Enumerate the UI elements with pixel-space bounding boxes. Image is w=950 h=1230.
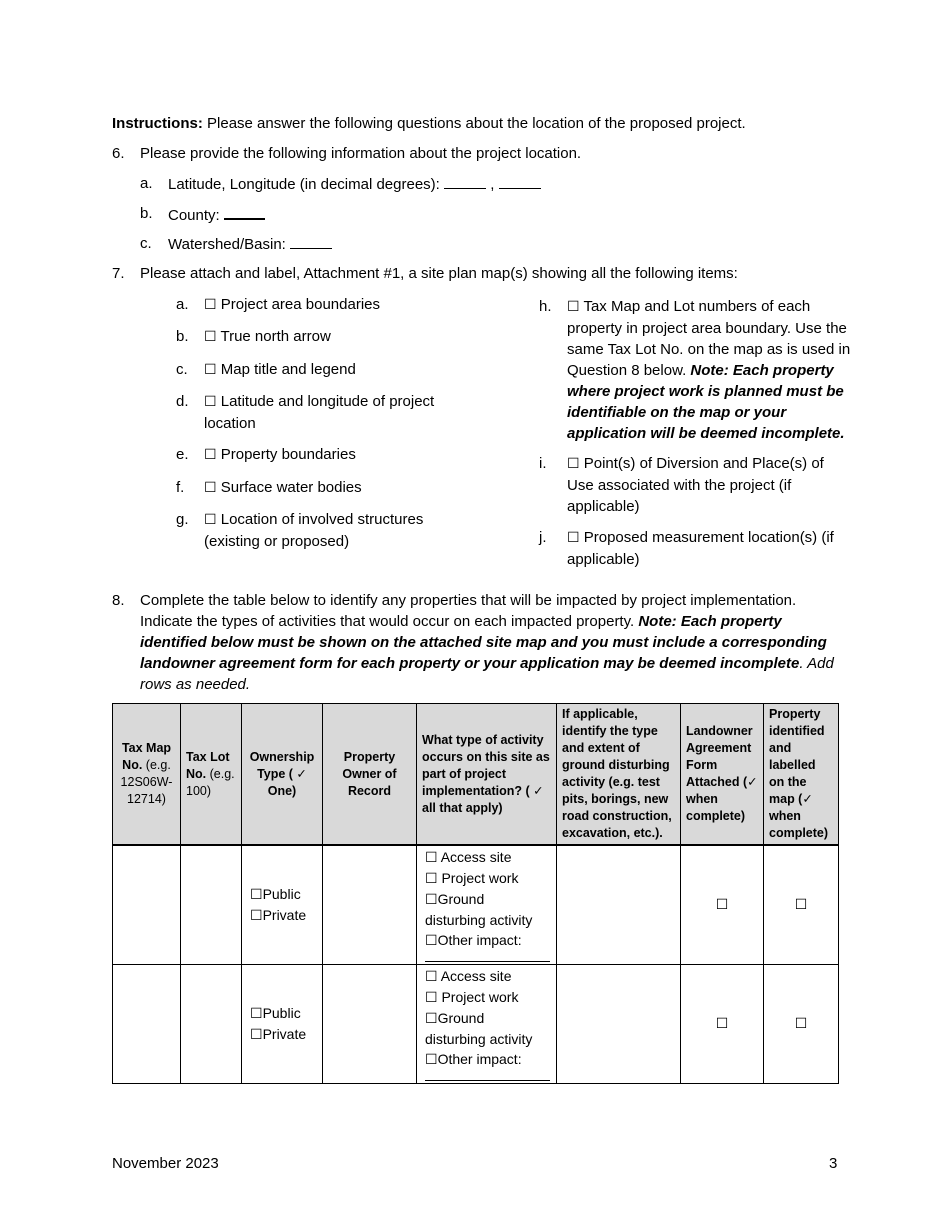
checkbox-icon[interactable]: ☐ (204, 362, 217, 378)
other-impact-input[interactable] (425, 951, 550, 962)
ownership-public[interactable] (250, 1003, 314, 1024)
q8-paragraph (140, 590, 840, 695)
q7c-letter: c. (176, 361, 188, 378)
header-tax-map-bold: Tax Map No. (121, 741, 172, 772)
tax-map-cell[interactable] (113, 845, 181, 964)
instructions (112, 113, 746, 134)
checkbox-icon[interactable]: ☐ (204, 512, 217, 528)
checkbox-icon[interactable]: ☐ (794, 897, 808, 914)
checkbox-icon[interactable]: ☐ (250, 907, 263, 924)
checkbox-icon[interactable]: ☐ (425, 1011, 438, 1027)
checkbox-icon[interactable]: ☐ (204, 394, 217, 410)
header-tax-map (113, 704, 181, 846)
header-map-labelled: Property identified and labelled on the map (✓ when complete) (764, 704, 839, 846)
checkbox-icon[interactable]: ☐ (715, 1016, 729, 1032)
checkbox-icon[interactable]: ☐ (204, 297, 217, 313)
checkbox-icon[interactable]: ☐ (715, 897, 729, 914)
activity-ground-disturbing[interactable] (425, 1008, 548, 1049)
ownership-public-label: Public (262, 1004, 301, 1021)
header-owner: Property Owner of Record (323, 704, 417, 846)
checkbox-icon[interactable]: ☐ (425, 850, 438, 867)
header-tax-map-example: (e.g. 12S06W-12714) (120, 758, 173, 806)
checkbox-icon[interactable]: ☐ (250, 886, 263, 903)
checkbox-icon[interactable]: ☐ (250, 1005, 263, 1022)
q7c-item (204, 359, 474, 381)
q6c-letter: c. (140, 235, 152, 252)
other-impact-input[interactable] (425, 1070, 550, 1081)
activity-other-impact-label: Other impact: (437, 1051, 522, 1067)
q7i-text: Point(s) of Diversion and Place(s) of Use associated with the project (if applicable) (567, 455, 824, 515)
q8-number: 8. (112, 592, 125, 609)
tax-lot-cell[interactable] (181, 964, 242, 1083)
q6b-field (168, 203, 265, 226)
q7g-item (204, 509, 449, 552)
activity-other-impact[interactable] (425, 1049, 548, 1070)
map-labelled-cell (764, 845, 839, 964)
landowner-agreement-cell (681, 845, 764, 964)
checkbox-icon[interactable]: ☐ (794, 1016, 808, 1032)
page-number: 3 (829, 1155, 838, 1172)
q6c-field (168, 233, 332, 255)
activity-cell (417, 845, 557, 964)
q7i-letter: i. (539, 455, 547, 472)
activity-access-site-label: Access site (440, 968, 512, 984)
table-header-row (113, 704, 839, 846)
header-tax-lot (181, 704, 242, 846)
ownership-cell (242, 964, 323, 1083)
q6a-label: Latitude, Longitude (in decimal degrees): (168, 176, 440, 193)
instructions-text: Please answer the following questions about the location of the proposed project. (202, 115, 746, 132)
activity-ground-disturbing-label: Ground disturbing activity (425, 891, 533, 929)
activity-access-site[interactable] (425, 966, 548, 987)
q6a-field (168, 173, 541, 195)
q7h-letter: h. (539, 298, 552, 315)
q6c-label: Watershed/Basin: (168, 236, 286, 253)
longitude-input[interactable] (499, 173, 541, 189)
q7i-item (567, 453, 852, 517)
q7f-item (204, 477, 474, 499)
owner-cell[interactable] (323, 845, 417, 964)
q8-text: Complete the table below to identify any properties that will be impacted by project implementation. Indicate the types of activities that would occur on each impacted property. (140, 592, 797, 630)
checkbox-icon[interactable]: ☐ (567, 299, 580, 315)
q7a-letter: a. (176, 296, 189, 313)
q7d-letter: d. (176, 393, 189, 410)
owner-cell[interactable] (323, 964, 417, 1083)
table-row (113, 964, 839, 1083)
q7a-text: Project area boundaries (220, 296, 380, 313)
q7b-letter: b. (176, 328, 189, 345)
header-ground-disturbing: If applicable, identify the type and extent of ground disturbing activity (e.g. test pits, borings, new road construction, excavation, etc.). (557, 704, 681, 846)
ownership-private[interactable] (250, 1024, 314, 1045)
activity-ground-disturbing-label: Ground disturbing activity (425, 1010, 533, 1047)
latitude-input[interactable] (444, 173, 486, 189)
q7j-item (567, 527, 857, 570)
checkbox-icon[interactable]: ☐ (250, 1026, 263, 1043)
checkbox-icon[interactable]: ☐ (425, 990, 438, 1006)
checkbox-icon[interactable]: ☐ (204, 329, 217, 345)
table-row (113, 845, 839, 964)
q7-text: Please attach and label, Attachment #1, a site plan map(s) showing all the following items: (140, 265, 738, 282)
q7-number: 7. (112, 265, 125, 282)
q7b-text: True north arrow (220, 328, 331, 345)
checkbox-icon[interactable]: ☐ (567, 530, 580, 546)
activity-project-work[interactable] (425, 987, 548, 1008)
ground-disturbing-cell[interactable] (557, 845, 681, 964)
q7h-text: Tax Map and Lot numbers of each property in project area boundary. Use the same Tax Lot No. on the map as is used in Question 8 below. (567, 298, 851, 379)
header-activity: What type of activity occurs on this site as part of project implementation? ( ✓ all that apply) (417, 704, 557, 846)
instructions-label: Instructions: (112, 115, 203, 132)
q8-tail: . Add rows as needed. (140, 655, 834, 693)
header-tax-lot-bold: Tax Lot No. (186, 749, 230, 781)
q6b-label: County: (168, 207, 220, 224)
landowner-agreement-cell (681, 964, 764, 1083)
activity-access-site[interactable] (425, 847, 548, 868)
checkbox-icon[interactable]: ☐ (425, 1052, 438, 1068)
q7c-text: Map title and legend (220, 361, 356, 378)
checkbox-icon[interactable]: ☐ (425, 871, 438, 888)
q7e-text: Property boundaries (220, 446, 356, 463)
county-input[interactable] (224, 203, 265, 220)
q7g-text: Location of involved structures (existing or proposed) (204, 511, 424, 550)
activity-ground-disturbing[interactable] (425, 889, 548, 930)
header-landowner-agreement: Landowner Agreement Form Attached (✓ when complete) (681, 704, 764, 846)
checkbox-icon[interactable]: ☐ (567, 456, 580, 472)
q6-text: Please provide the following information about the project location. (140, 145, 582, 162)
checkbox-icon[interactable]: ☐ (425, 933, 438, 950)
q7g-letter: g. (176, 511, 189, 528)
q6-number: 6. (112, 145, 125, 162)
property-table (112, 703, 839, 1084)
activity-other-impact-label: Other impact: (437, 932, 522, 949)
checkbox-icon[interactable]: ☐ (425, 969, 438, 985)
q7e-item (204, 444, 474, 466)
ownership-public-label: Public (262, 885, 301, 902)
ground-disturbing-cell[interactable] (557, 964, 681, 1083)
q7f-letter: f. (176, 479, 185, 496)
ownership-cell (242, 845, 323, 964)
ownership-private-label: Private (262, 906, 307, 923)
tax-map-cell[interactable] (113, 964, 181, 1083)
q7j-text: Proposed measurement location(s) (if applicable) (567, 529, 834, 568)
map-labelled-cell (764, 964, 839, 1083)
activity-project-work[interactable] (425, 868, 548, 889)
q7j-letter: j. (539, 529, 547, 546)
checkbox-icon[interactable]: ☐ (425, 892, 438, 909)
checkbox-icon[interactable]: ☐ (204, 480, 217, 496)
activity-cell (417, 964, 557, 1083)
activity-project-work-label: Project work (441, 989, 519, 1005)
activity-other-impact[interactable] (425, 930, 548, 951)
q7b-item (204, 326, 474, 348)
q6a-letter: a. (140, 175, 153, 192)
q6a-separator: , (490, 176, 495, 193)
ownership-private-label: Private (262, 1025, 307, 1042)
header-tax-lot-example: (e.g. 100) (186, 766, 235, 798)
watershed-input[interactable] (290, 233, 332, 249)
q7d-text: Latitude and longitude of project location (204, 393, 435, 432)
q6b-letter: b. (140, 205, 153, 222)
q7h-note: Note: Each property where project work is planned must be identifiable on the map or your application will be deemed incomplete. (567, 362, 845, 442)
q7h-item (567, 296, 857, 444)
tax-lot-cell[interactable] (181, 845, 242, 964)
ownership-private[interactable] (250, 905, 314, 926)
q7d-item (204, 391, 466, 434)
activity-project-work-label: Project work (441, 870, 519, 887)
footer-date: November 2023 (112, 1155, 219, 1172)
q7f-text: Surface water bodies (220, 479, 362, 496)
q7a-item (204, 294, 474, 316)
ownership-public[interactable] (250, 884, 314, 905)
activity-access-site-label: Access site (440, 849, 512, 866)
checkbox-icon[interactable]: ☐ (204, 447, 217, 463)
q7e-letter: e. (176, 446, 189, 463)
header-ownership: Ownership Type ( ✓ One) (242, 704, 323, 846)
q8-note: Note: Each property identified below must be shown on the attached site map and you must include a corresponding landowner agreement form for each property or your application may be deemed incomplete (140, 613, 827, 672)
